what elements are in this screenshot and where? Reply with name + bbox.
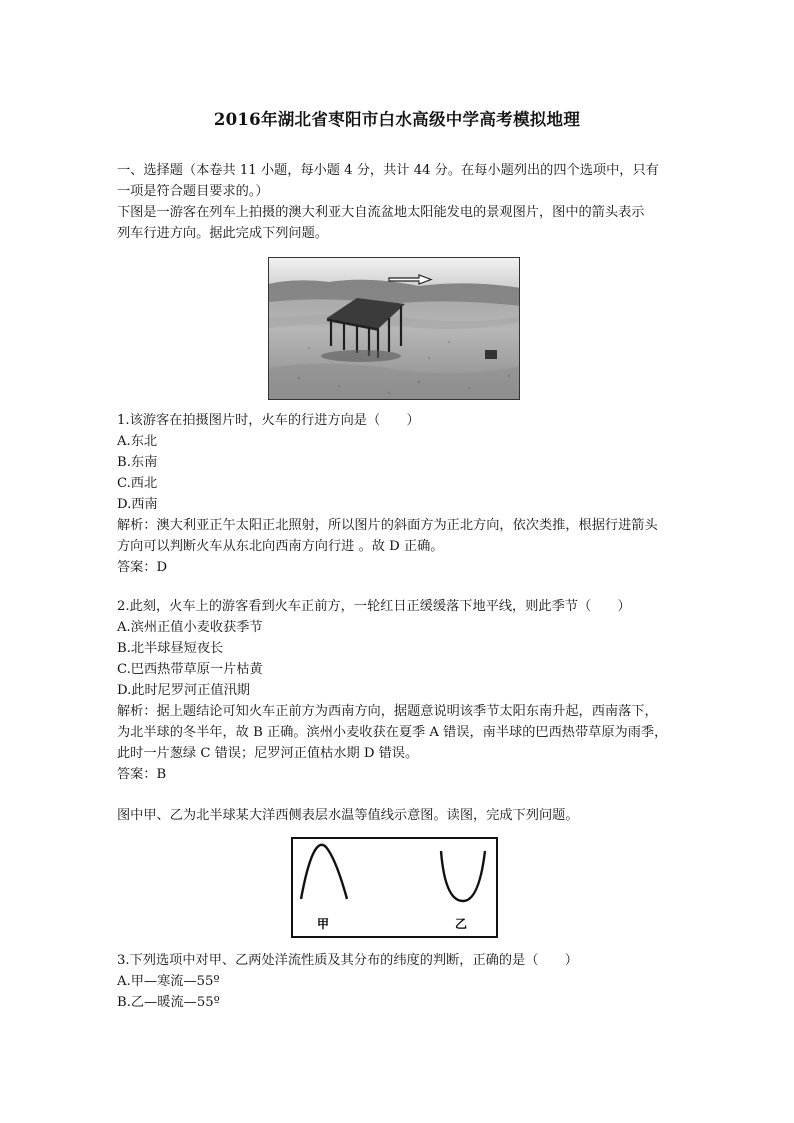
option-b: B.北半球昼短夜长 [117, 641, 224, 656]
answer: 答案：B [117, 767, 167, 782]
section-intro [117, 160, 683, 244]
intro-line: 列车行进方向。据此完成下列问题。 [117, 226, 328, 241]
page-title: 2016年湖北省枣阳市白水高级中学高考模拟地理 [213, 110, 581, 129]
label-jia: 甲 [317, 917, 330, 931]
isotherm-diagram [291, 837, 498, 938]
option-c: C.西北 [117, 476, 158, 491]
solar-landscape-photo [268, 257, 520, 400]
question-stem: 3.下列选项中对甲、乙两处洋流性质及其分布的纬度的判断，正确的是（ ） [117, 953, 578, 968]
question-1 [117, 410, 683, 578]
intro-line: 一项是符合题目要求的。） [117, 184, 269, 199]
isotherm-curve-yi [441, 851, 485, 901]
option-a: A.滨州正值小麦收获季节 [117, 620, 263, 635]
analysis-line: 方向可以判断火车从东北向西南方向行进 。故 D 正确。 [117, 539, 444, 554]
question-stem: 2.此刻，火车上的游客看到火车正前方，一轮红日正缓缓落下地平线，则此季节（ ） [117, 599, 631, 614]
isotherm-curves [293, 839, 496, 936]
section-intro-2 [117, 805, 683, 826]
option-a: A.东北 [117, 434, 158, 449]
option-b: B.东南 [117, 455, 158, 470]
answer: 答案：D [117, 560, 168, 575]
option-d: D.西南 [117, 497, 158, 512]
option-b: B.乙—暖流—55º [117, 995, 220, 1010]
isotherm-curve-jia [301, 845, 347, 899]
label-yi: 乙 [455, 917, 468, 931]
intro-line: 一、选择题（本卷共 11 小题，每小题 4 分，共计 44 分。在每小题列出的四个选项中，只有 [117, 163, 659, 178]
question-3 [117, 950, 683, 1013]
landscape-photo-image [269, 258, 520, 400]
option-d: D.此时尼罗河正值汛期 [117, 683, 250, 698]
question-2 [117, 596, 683, 785]
question-stem: 1.该游客在拍摄图片时，火车的行进方向是（ ） [117, 413, 420, 428]
analysis-line: 为北半球的冬半年，故 B 正确。滨州小麦收获在夏季 A 错误，南半球的巴西热带草原为雨季， [117, 725, 668, 740]
option-a: A.甲—寒流—55º [117, 974, 220, 989]
analysis-line: 解析：澳大利亚正午太阳正北照射，所以图片的斜面方为正北方向，依次类推，根据行进箭头 [117, 518, 658, 533]
option-c: C.巴西热带草原一片枯黄 [117, 662, 263, 677]
analysis-line: 解析：据上题结论可知火车正前方为西南方向，据题意说明该季节太阳东南升起，西南落下， [117, 704, 658, 719]
intro-line: 图中甲、乙为北半球某大洋西侧表层水温等值线示意图。读图，完成下列问题。 [117, 808, 579, 823]
analysis-line: 此时一片葱绿 C 错误；尼罗河正值枯水期 D 错误。 [117, 746, 419, 761]
intro-line: 下图是一游客在列车上拍摄的澳大利亚大自流盆地太阳能发电的景观图片，图中的箭头表示 [117, 205, 645, 220]
